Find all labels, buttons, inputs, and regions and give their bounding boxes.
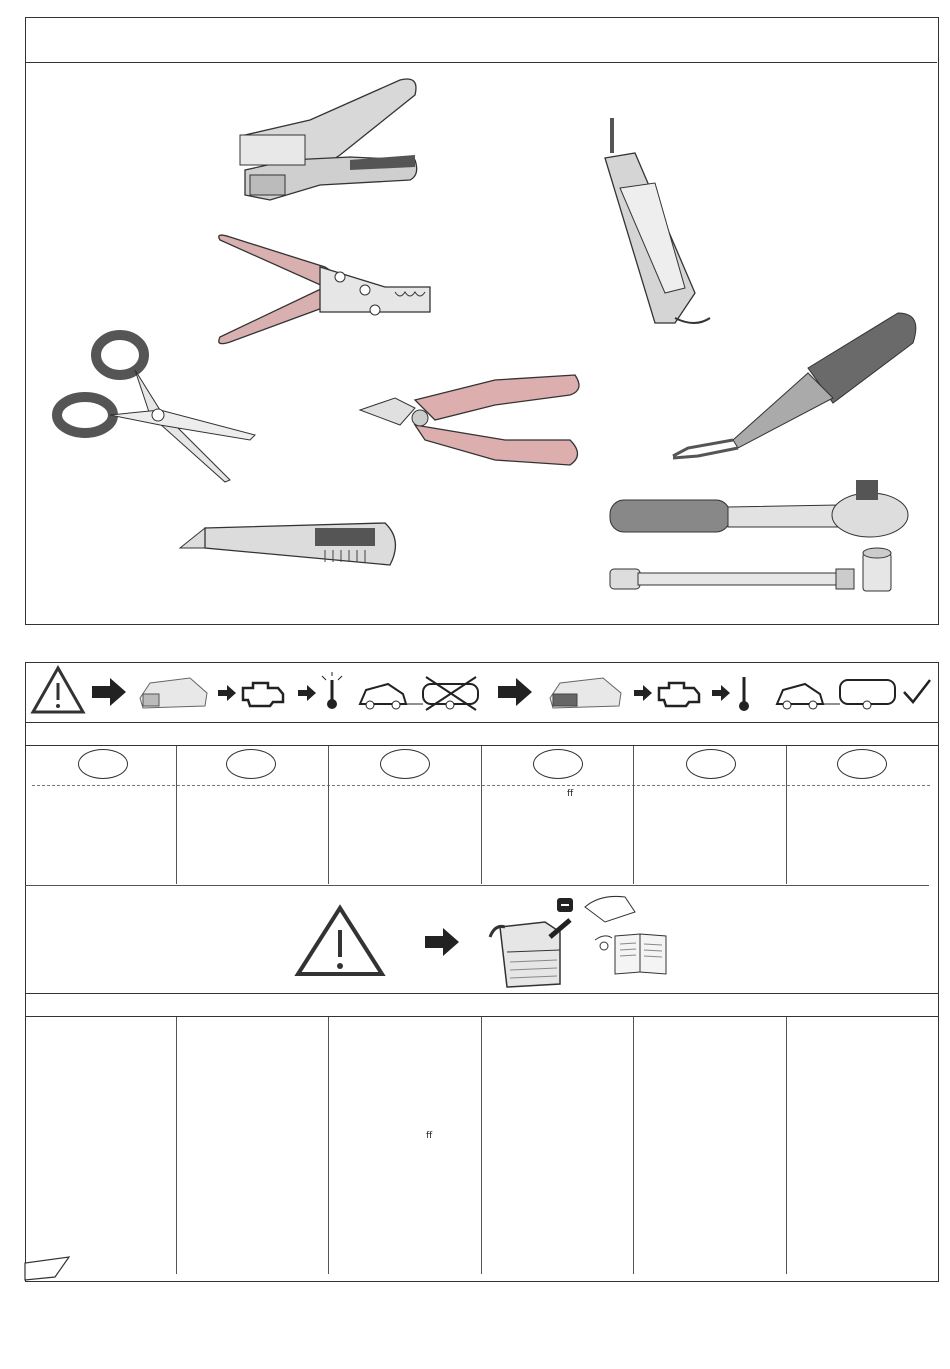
- top-column-divider: [176, 746, 177, 884]
- language-flag-1: [78, 749, 128, 779]
- arrow-icon: [218, 685, 236, 701]
- bottom-section-header-bar: [25, 993, 939, 1017]
- car-with-trailer-icon: [775, 672, 900, 712]
- check-icon: [902, 678, 932, 706]
- language-flag-5: [686, 749, 736, 779]
- arrow-icon: [298, 685, 316, 701]
- socket-icon: [858, 545, 898, 595]
- top-column-divider: [786, 746, 787, 884]
- wire-stripper-icon: [230, 75, 430, 205]
- top-section-bottom-rule: [25, 885, 929, 886]
- arrow-icon: [712, 685, 730, 701]
- language-flag-3: [380, 749, 430, 779]
- bottom-column-divider: [176, 1017, 177, 1274]
- voltage-tester-icon: [600, 118, 720, 333]
- utility-knife-icon: [175, 520, 405, 570]
- thermometer-icon: [736, 675, 752, 713]
- temperature-light-icon: [318, 672, 346, 712]
- trim-removal-tool-icon: [668, 308, 923, 473]
- language-flag-2: [226, 749, 276, 779]
- warning-triangle-icon: [295, 905, 385, 977]
- bottom-column-divider: [633, 1017, 634, 1274]
- car-front-icon: [545, 668, 625, 712]
- manual-book-icon: [590, 928, 670, 976]
- tools-panel-header: [26, 18, 937, 63]
- engine-icon: [238, 678, 288, 708]
- arrow-icon: [92, 678, 126, 706]
- instruction-panel: [25, 662, 939, 1282]
- side-cutters-icon: [355, 370, 585, 470]
- top-section-header-bar: [25, 722, 939, 746]
- car-front-icon: [135, 668, 210, 712]
- language-flag-6: [837, 749, 887, 779]
- top-column-divider: [633, 746, 634, 884]
- ratchet-icon: [608, 475, 908, 545]
- bottom-column-divider: [328, 1017, 329, 1274]
- language-flag-4: [533, 749, 583, 779]
- page-corner-mark: [25, 1255, 75, 1285]
- extension-bar-icon: [608, 563, 858, 593]
- bottom-column-3-text: ﬀ: [426, 1131, 433, 1141]
- bottom-column-divider: [481, 1017, 482, 1274]
- top-column-4-text: ﬀ: [567, 789, 574, 799]
- car-with-trailer-crossed-icon: [358, 672, 483, 712]
- arrow-icon: [634, 685, 652, 701]
- top-column-divider: [481, 746, 482, 884]
- warning-triangle-icon: [30, 665, 86, 715]
- scissors-icon: [50, 330, 260, 490]
- arrow-icon: [425, 928, 459, 956]
- arrow-icon: [498, 678, 532, 706]
- engine-icon: [654, 678, 704, 708]
- top-column-divider: [328, 746, 329, 884]
- bottom-column-divider: [786, 1017, 787, 1274]
